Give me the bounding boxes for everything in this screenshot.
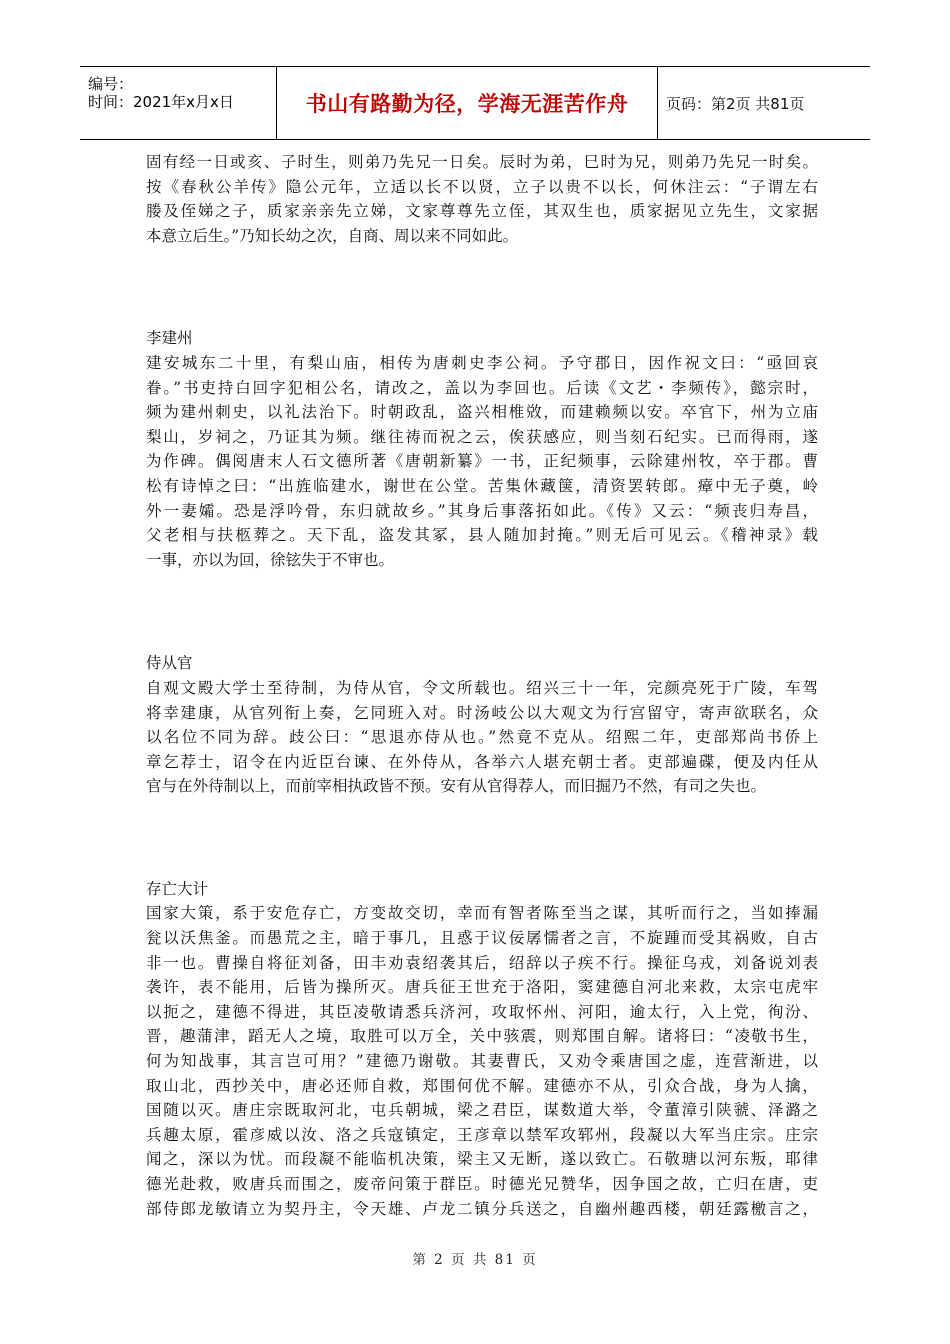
paragraph-line: 以扼之，建德不得进，其臣凌敬请悉兵济河，攻取怀州、河阳，逾太行，入上党，徇汾、 — [146, 1002, 818, 1021]
paragraph-line: 将幸建康，从官列衔上奏，乞同班入对。时汤岐公以大观文为行宫留守，寄声欲联名，众 — [146, 703, 818, 722]
paragraph-line: 闻之，深以为忧。而段凝不能临机决策，梁主又无断，遂以致亡。石敬瑭以河东叛，耶律 — [146, 1150, 818, 1169]
paragraph-line: 频为建州刺史，以礼法治下。时朝政乱，盗兴相椎敚，而建赖频以安。卒官下，州为立庙 — [146, 403, 818, 422]
paragraph-line: 眷。”书吏持白回字犯相公名，请改之，盖以为李回也。后读《文艺・李频传》，懿宗时， — [146, 378, 818, 397]
header-meta-cell — [80, 67, 277, 139]
paragraph-line: 梨山，岁祠之，乃证其为频。继往祷而祝之云，俟获感应，则当刻石纪实。已而得雨，遂 — [146, 427, 818, 446]
document-number-label: 编号： — [88, 75, 134, 93]
paragraph-line: 以名位不同为辞。歧公曰：“思退亦侍从也。”然竟不克从。绍熙二年，吏部郑尚书侨上 — [146, 728, 818, 747]
page-footer: 第 2 页 共 81 页 — [412, 1252, 538, 1268]
section-heading: 存亡大计 — [146, 879, 209, 898]
paragraph-line: 官与在外待制以上，而前宰相执政皆不预。安有从官得荐人，而旧掘乃不然，有司之失也。 — [146, 777, 767, 796]
paragraph-line: 晋，趣蒲津，蹈无人之境，取胜可以万全，关中骇震，则郑围自解。诸将曰：“凌敬书生， — [146, 1027, 818, 1046]
section-heading: 李建州 — [146, 329, 193, 348]
section-heading: 侍从官 — [146, 654, 193, 673]
paragraph-line: 袭许，表不能用，后皆为操所灭。唐兵征王世充于洛阳，窦建德自河北来救，太宗屯虎牢 — [146, 978, 818, 997]
header-page-info: 页码：第2页 共81页 — [666, 94, 805, 113]
paragraph-line: 松有诗悼之曰：“出旌临建水，谢世在公堂。苦集休藏箧，清资罢转郎。瘴中无子奠，岭 — [146, 476, 818, 495]
section-spacer — [146, 572, 818, 651]
paragraph-line: 建安城东二十里，有梨山庙，相传为唐刺史李公祠。予守郡日，因作祝文曰：“亟回哀 — [146, 353, 818, 372]
page-header — [80, 66, 870, 140]
paragraph-line: 一事，亦以为回，徐铉失于不审也。 — [146, 550, 395, 569]
paragraph-line: 德光赴救，败唐兵而围之，废帝问策于群臣。时德光兄赞华，因争国之故，亡归在唐，吏 — [146, 1175, 818, 1193]
section-spacer — [146, 248, 818, 326]
paragraph-line: 媵及侄娣之子，质家亲亲先立娣，文家尊尊先立侄，其双生也，质家据见立先生，文家据 — [146, 202, 818, 221]
header-page-cell — [658, 67, 870, 139]
document-body — [146, 150, 818, 1221]
document-date: 时间：2021年x月x日 — [88, 93, 234, 111]
paragraph-line: 固有经一日或亥、子时生，则弟乃先兄一日矣。辰时为弟，巳时为兄，则弟乃先兄一时矣。 — [146, 153, 818, 171]
paragraph-line: 父老相与扶柩葬之。天下乱，盗发其冢，县人随加封掩。”则无后可见云。《稽神录》载 — [146, 526, 818, 545]
paragraph-line: 国随以灭。唐庄宗既取河北，屯兵朝城，梁之君臣，谋数道大举，令董漳引陕虢、泽潞之 — [146, 1101, 818, 1120]
paragraph-line: 何为知战事，其言岂可用？”建德乃谢敬。其妻曹氏，又劝令乘唐国之虚，连营渐进，以 — [146, 1052, 818, 1071]
paragraph-line: 为作碑。偶阅唐末人石文德所著《唐朝新纂》一书，正纪频事，云除建州牧，卒于郡。曹 — [146, 452, 818, 471]
paragraph-line: 兵趣太原，霍彦威以汝、洛之兵寇镇定，王彦章以禁军攻郓州，段凝以大军当庄宗。庄宗 — [146, 1125, 818, 1144]
paragraph-line: 部侍郎龙敏请立为契丹主，令天雄、卢龙二镇分兵送之，自幽州趣西楼，朝廷露檄言之， — [146, 1199, 818, 1218]
paragraph-line: 按《春秋公羊传》隐公元年，立适以长不以贤，立子以贵不以长，何休注云：“子谓左右 — [146, 177, 818, 196]
paragraph-line: 国家大策，系于安危存亡，方变故交切，幸而有智者陈至当之谋，其听而行之，当如捧漏 — [146, 904, 818, 923]
header-motto-cell — [277, 67, 658, 139]
section-cunwang-daji — [146, 877, 818, 1221]
section-spacer — [146, 799, 818, 877]
paragraph-line: 外一妻孀。恐是浮吟骨，东归就故乡。”其身后事落拓如此。《传》又云：“频丧归寿昌， — [146, 501, 818, 520]
paragraph-line: 瓮以沃焦釜。而愚荒之主，暗于事几，且惑于议佞孱懦者之言，不旋踵而受其祸败，自古 — [146, 929, 818, 948]
section-li-jianzhou — [146, 326, 818, 572]
paragraph-line: 章乞荐士，诏令在内近臣台谏、在外侍从，各举六人堪充朝士者。吏部遍碟，便及内任从 — [146, 752, 818, 771]
header-motto: 书山有路勤为径，学海无涯苦作舟 — [305, 92, 629, 116]
paragraph-line: 本意立后生。”乃知长幼之次，自商、周以来不同如此。 — [146, 226, 519, 245]
paragraph-line: 取山北，西抄关中，唐必还师自救，郑围何优不解。建德亦不从，引众合战，身为人擒， — [146, 1076, 818, 1095]
section-continuation — [146, 150, 818, 248]
section-shicong-guan — [146, 651, 818, 799]
paragraph-line: 自观文殿大学士至待制，为侍从官，令文所载也。绍兴三十一年，完颜亮死于广陵，车驾 — [146, 678, 818, 697]
paragraph-line: 非一也。曹操自将征刘备，田丰劝袁绍袭其后，绍辞以子疾不行。操征乌戎，刘备说刘表 — [146, 953, 818, 972]
